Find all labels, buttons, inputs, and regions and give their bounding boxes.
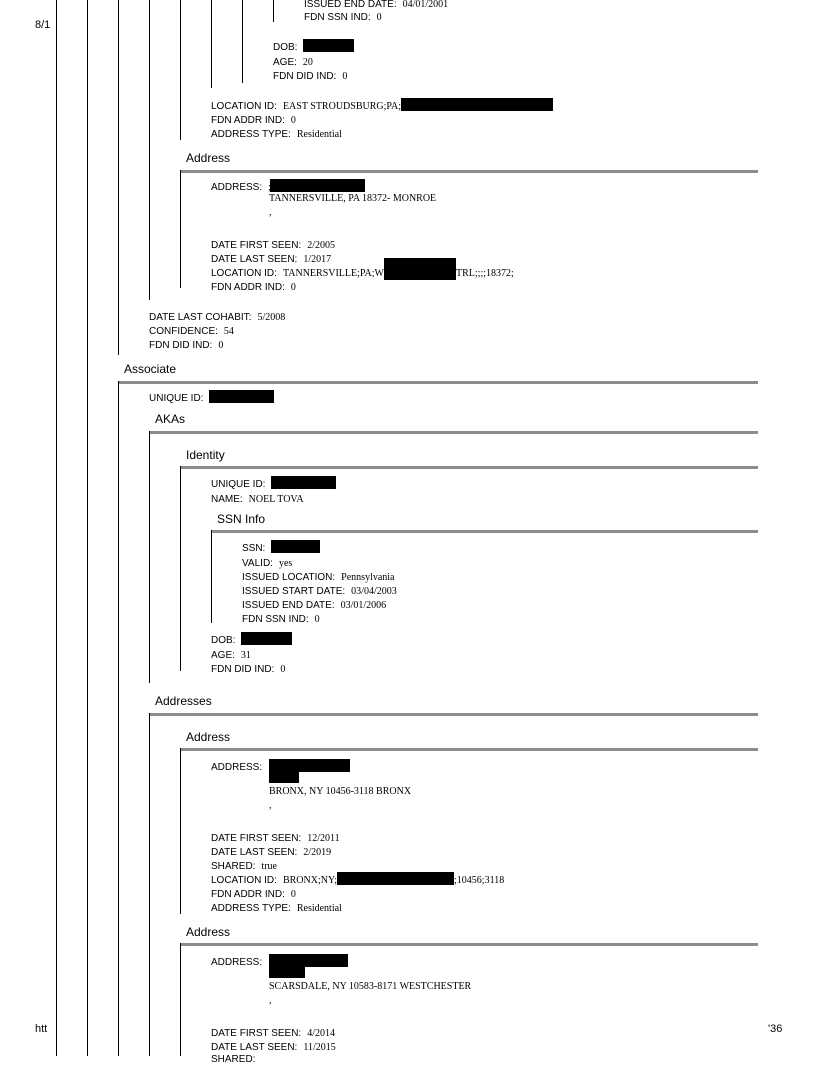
shared-value: true bbox=[261, 861, 277, 872]
date-last-seen-label: DATE LAST SEEN: bbox=[211, 1042, 298, 1053]
dob-row bbox=[273, 37, 354, 51]
address-city-line: BRONX, NY 10456-3118 BRONX bbox=[269, 786, 412, 797]
fdn-did-ind-row bbox=[149, 335, 223, 349]
tree-line-addresses bbox=[149, 713, 150, 1056]
fdn-did-ind-value: 0 bbox=[280, 664, 286, 675]
date-last-seen-value: 11/2015 bbox=[303, 1042, 336, 1053]
margin-url-fragment: htt bbox=[35, 1023, 48, 1035]
ssn-label: SSN: bbox=[242, 543, 266, 554]
tree-line-5 bbox=[180, 0, 181, 140]
tree-line-7 bbox=[242, 0, 243, 83]
identity-heading: Identity bbox=[186, 448, 225, 462]
fdn-ssn-ind-label: FDN SSN IND: bbox=[242, 614, 309, 625]
redaction-block bbox=[269, 966, 305, 978]
unique-id-label: UNIQUE ID: bbox=[211, 479, 266, 490]
tree-line-address bbox=[180, 748, 181, 914]
fdn-ssn-ind-value: 0 bbox=[314, 614, 320, 625]
redaction-block bbox=[209, 390, 274, 403]
tree-line-akas bbox=[149, 431, 150, 683]
confidence-label: CONFIDENCE: bbox=[149, 326, 218, 337]
age-row bbox=[273, 52, 313, 66]
address-type-label: ADDRESS TYPE: bbox=[211, 903, 291, 914]
dob-label: DOB: bbox=[211, 635, 236, 646]
section-rule bbox=[180, 466, 758, 469]
issued-location-row bbox=[242, 567, 395, 581]
fdn-ssn-ind-row bbox=[304, 7, 382, 21]
tree-line-2 bbox=[87, 0, 88, 1056]
date-first-seen-row bbox=[211, 828, 340, 842]
tree-line-4 bbox=[149, 0, 150, 300]
associate-unique-id-row bbox=[149, 388, 274, 402]
shared-label: SHARED: bbox=[211, 861, 256, 872]
address-type-value: Residential bbox=[296, 129, 342, 140]
identity-unique-id-row bbox=[211, 474, 336, 488]
address-comma-line: , bbox=[269, 800, 272, 811]
date-last-seen-row bbox=[211, 842, 331, 856]
shared-row bbox=[211, 1049, 255, 1063]
name-value: NOEL TOVA bbox=[248, 494, 304, 505]
date-first-seen-row bbox=[211, 235, 335, 249]
tree-line-associate bbox=[118, 381, 119, 1056]
address-label: ADDRESS: bbox=[211, 762, 263, 773]
address-city-line: SCARSDALE, NY 10583-8171 WESTCHESTER bbox=[269, 981, 472, 992]
tree-line-address bbox=[180, 170, 181, 288]
location-id-prefix: TANNERSVILLE;PA;W bbox=[282, 268, 384, 279]
redaction-block bbox=[401, 98, 553, 111]
date-last-cohabit-row bbox=[149, 307, 285, 321]
address-label: ADDRESS: bbox=[211, 182, 263, 193]
date-last-seen-value: 2/2019 bbox=[303, 847, 332, 858]
associate-heading: Associate bbox=[124, 362, 177, 376]
address-type-value: Residential bbox=[296, 903, 342, 914]
address-type-row bbox=[211, 124, 342, 138]
valid-value: yes bbox=[278, 558, 293, 569]
address-type-label: ADDRESS TYPE: bbox=[211, 129, 291, 140]
ssn-info-heading: SSN Info bbox=[217, 512, 266, 526]
issued-end-date-value: 03/01/2006 bbox=[340, 600, 387, 611]
tree-line-3 bbox=[118, 0, 119, 355]
date-last-seen-row bbox=[211, 249, 331, 263]
age-row bbox=[211, 645, 251, 659]
section-rule bbox=[118, 381, 758, 384]
location-id-label: LOCATION ID: bbox=[211, 101, 277, 112]
location-id-suffix: ;10456;3118 bbox=[454, 875, 505, 886]
fdn-addr-ind-value: 0 bbox=[290, 889, 296, 900]
addresses-heading: Addresses bbox=[155, 694, 212, 708]
tree-line-1 bbox=[56, 0, 57, 1056]
date-last-seen-value: 1/2017 bbox=[303, 254, 332, 265]
redaction-block bbox=[303, 39, 354, 52]
address-row bbox=[211, 177, 365, 191]
fdn-addr-ind-label: FDN ADDR IND: bbox=[211, 889, 285, 900]
fdn-addr-ind-row bbox=[211, 277, 296, 291]
section-rule bbox=[149, 713, 758, 716]
location-id-row bbox=[211, 96, 553, 110]
fdn-did-ind-value: 0 bbox=[218, 340, 224, 351]
section-rule bbox=[211, 530, 758, 533]
issued-location-value: Pennsylvania bbox=[341, 572, 395, 583]
date-last-seen-label: DATE LAST SEEN: bbox=[211, 254, 298, 265]
address-row bbox=[211, 952, 348, 966]
unique-id-label: UNIQUE ID: bbox=[149, 393, 204, 404]
akas-heading: AKAs bbox=[155, 412, 186, 426]
date-first-seen-value: 2/2005 bbox=[307, 240, 335, 251]
shared-label: SHARED: bbox=[211, 1054, 256, 1065]
age-label: AGE: bbox=[273, 57, 297, 68]
age-label: AGE: bbox=[211, 650, 235, 661]
address-comma-line: , bbox=[269, 207, 272, 218]
issued-end-date-label: ISSUED END DATE: bbox=[304, 0, 397, 10]
address-city-line: TANNERSVILLE, PA 18372- MONROE bbox=[269, 193, 437, 204]
section-rule bbox=[180, 748, 758, 751]
address-row bbox=[211, 757, 350, 771]
dob-row bbox=[211, 630, 292, 644]
shared-row bbox=[211, 856, 277, 870]
address-heading: Address bbox=[186, 925, 231, 939]
tree-line-identity bbox=[180, 466, 181, 671]
redaction-block bbox=[337, 872, 454, 885]
issued-end-date-value: 04/01/2001 bbox=[402, 0, 449, 10]
fdn-addr-ind-value: 0 bbox=[290, 115, 296, 126]
date-first-seen-label: DATE FIRST SEEN: bbox=[211, 240, 302, 251]
redaction-block bbox=[384, 258, 456, 280]
date-first-seen-label: DATE FIRST SEEN: bbox=[211, 1028, 302, 1039]
address-heading: Address bbox=[186, 730, 231, 744]
issued-start-date-row bbox=[242, 581, 397, 595]
fdn-addr-ind-value: 0 bbox=[290, 282, 296, 293]
redaction-block bbox=[241, 632, 292, 645]
fdn-did-ind-label: FDN DID IND: bbox=[149, 340, 213, 351]
fdn-addr-ind-label: FDN ADDR IND: bbox=[211, 282, 285, 293]
fdn-addr-ind-row bbox=[211, 884, 296, 898]
section-rule bbox=[180, 943, 758, 946]
date-first-seen-value: 4/2014 bbox=[307, 1028, 335, 1039]
issued-start-date-label: ISSUED START DATE: bbox=[242, 586, 346, 597]
fdn-did-ind-label: FDN DID IND: bbox=[273, 71, 337, 82]
redaction-block bbox=[271, 476, 336, 489]
tree-line-address bbox=[180, 943, 181, 1056]
location-id-suffix: TRL;;;;18372; bbox=[456, 268, 514, 279]
address-heading: Address bbox=[186, 151, 231, 165]
date-first-seen-label: DATE FIRST SEEN: bbox=[211, 833, 302, 844]
address-type-row bbox=[211, 898, 342, 912]
date-last-cohabit-label: DATE LAST COHABIT: bbox=[149, 312, 252, 323]
date-last-seen-label: DATE LAST SEEN: bbox=[211, 847, 298, 858]
date-first-seen-row bbox=[211, 1023, 335, 1037]
fdn-did-ind-value: 0 bbox=[342, 71, 348, 82]
name-row bbox=[211, 489, 304, 503]
address-label: ADDRESS: bbox=[211, 957, 263, 968]
valid-label: VALID: bbox=[242, 558, 273, 569]
name-label: NAME: bbox=[211, 494, 243, 505]
margin-page-fragment: '36 bbox=[768, 1023, 783, 1035]
tree-line-6 bbox=[211, 0, 212, 88]
redaction-block bbox=[271, 540, 320, 553]
dob-label: DOB: bbox=[273, 42, 298, 53]
date-last-cohabit-value: 5/2008 bbox=[257, 312, 286, 323]
confidence-row bbox=[149, 321, 234, 335]
issued-location-label: ISSUED LOCATION: bbox=[242, 572, 336, 583]
section-rule bbox=[149, 431, 758, 434]
age-value: 20 bbox=[302, 57, 313, 68]
section-rule bbox=[180, 170, 758, 173]
redaction-block bbox=[270, 179, 365, 192]
tree-line-ssn-info bbox=[211, 530, 212, 623]
redaction-block bbox=[269, 771, 299, 783]
fdn-did-ind-label: FDN DID IND: bbox=[211, 664, 275, 675]
location-id-label: LOCATION ID: bbox=[211, 875, 277, 886]
location-id-value: EAST STROUDSBURG;PA; bbox=[282, 101, 402, 112]
ssn-row bbox=[242, 538, 320, 552]
location-id-row bbox=[211, 263, 514, 277]
age-value: 31 bbox=[240, 650, 251, 661]
fdn-ssn-ind-label: FDN SSN IND: bbox=[304, 12, 371, 23]
margin-date: 8/1 bbox=[35, 19, 51, 31]
fdn-ssn-ind-value: 0 bbox=[376, 12, 382, 23]
address-comma-line: , bbox=[269, 995, 272, 1006]
issued-start-date-value: 03/04/2003 bbox=[351, 586, 397, 597]
location-id-label: LOCATION ID: bbox=[211, 268, 277, 279]
fdn-did-ind-row bbox=[211, 659, 285, 673]
location-id-prefix: BRONX;NY; bbox=[282, 875, 338, 886]
date-first-seen-value: 12/2011 bbox=[307, 833, 340, 844]
fdn-did-ind-row bbox=[273, 66, 347, 80]
tree-line-8 bbox=[273, 0, 274, 22]
fdn-addr-ind-label: FDN ADDR IND: bbox=[211, 115, 285, 126]
issued-end-date-label: ISSUED END DATE: bbox=[242, 600, 335, 611]
issued-end-date-row bbox=[242, 595, 386, 609]
fdn-ssn-ind-row bbox=[242, 609, 320, 623]
valid-row bbox=[242, 553, 292, 567]
confidence-value: 54 bbox=[223, 326, 234, 337]
location-id-row bbox=[211, 870, 504, 884]
fdn-addr-ind-row bbox=[211, 110, 296, 124]
